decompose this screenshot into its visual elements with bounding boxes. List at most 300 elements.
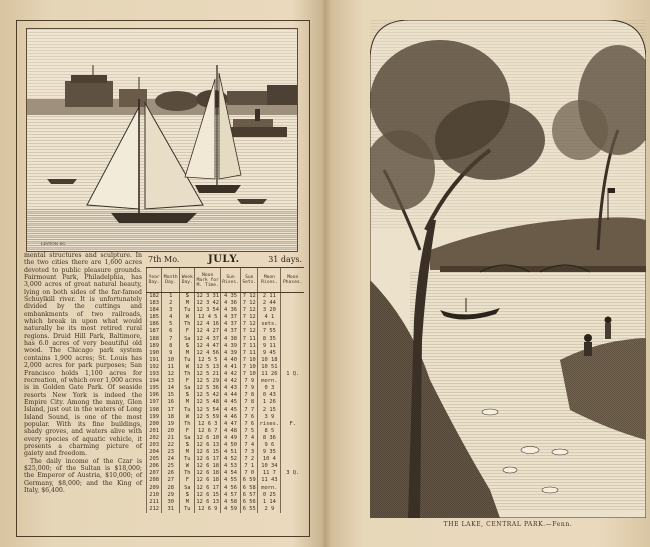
table-cell: 4 35 [220, 293, 240, 301]
table-cell [281, 307, 304, 314]
table-cell: 198 [147, 407, 162, 414]
table-cell: 7 5 [241, 428, 258, 435]
table-cell: W [180, 463, 195, 470]
table-row [147, 421, 305, 428]
table-cell: Sa [180, 485, 195, 492]
central-park-engraving [370, 20, 646, 518]
table-cell: 4 1 [258, 314, 281, 321]
table-cell [281, 435, 304, 442]
calendar-block [146, 254, 304, 513]
table-cell: 210 [147, 492, 162, 499]
table-cell: 12 6 9 [195, 506, 221, 513]
table-cell: 10 4 [258, 456, 281, 463]
table-cell: 8 36 [258, 435, 281, 442]
table-cell: W [180, 364, 195, 371]
table-cell: 17 [162, 407, 180, 414]
table-cell: 184 [147, 307, 162, 314]
table-cell: 188 [147, 336, 162, 343]
table-row [147, 371, 305, 378]
table-cell: sets. [258, 321, 281, 328]
table-cell: 7 6 [241, 421, 258, 428]
table-cell: 6 57 [241, 492, 258, 499]
table-row [147, 435, 305, 442]
table-cell: 201 [147, 428, 162, 435]
table-cell: 0 43 [258, 392, 281, 399]
table-cell: 185 [147, 314, 162, 321]
table-cell: 12 6 17 [196, 484, 220, 491]
table-cell: 12 4 47 [196, 342, 220, 349]
table-row [147, 456, 305, 463]
table-cell: 4 37 [220, 321, 240, 328]
article-text [24, 252, 142, 494]
table-cell [281, 336, 304, 343]
table-cell: 12 5 29 [196, 378, 220, 385]
table-row [147, 449, 305, 456]
table-cell: 10 [162, 357, 180, 364]
table-cell: 4 49 [220, 435, 240, 442]
table-cell: 2 44 [258, 300, 281, 307]
table-cell: 3 Q. [281, 470, 304, 477]
table-cell: 23 [162, 449, 180, 456]
table-cell: 6 59 [241, 477, 258, 484]
table-cell: 7 12 [241, 328, 258, 335]
table-cell: 3 [162, 307, 180, 314]
table-row [147, 414, 305, 421]
table-cell: morn. [258, 378, 281, 385]
table-cell: 4 56 [220, 485, 240, 492]
central-park-engraving-svg [370, 20, 646, 518]
table-cell: 7 2 [241, 456, 258, 463]
left-page [8, 8, 318, 539]
table-cell: 31 [162, 506, 180, 513]
table-cell: 4 41 [220, 364, 240, 371]
table-cell: Th [180, 371, 195, 378]
table-cell: 8 35 [258, 336, 281, 343]
table-cell: 2 15 [258, 407, 281, 414]
table-cell: 6 55 [241, 506, 258, 513]
table-body [147, 293, 305, 513]
column-header: Week Day. [180, 268, 195, 293]
table-cell: 7 8 [241, 399, 258, 406]
table-cell: 12 3 42 [196, 300, 220, 307]
table-cell: 4 48 [220, 428, 240, 435]
table-cell: 10 34 [258, 463, 281, 470]
almanac-table [146, 267, 304, 513]
table-cell: 4 46 [220, 414, 240, 421]
table-cell [281, 399, 304, 406]
table-cell: 11 26 [258, 371, 281, 378]
table-cell: 12 4 37 [196, 335, 220, 342]
table-cell: W [180, 314, 195, 321]
table-cell: W [180, 414, 195, 421]
harbor-engraving-svg [27, 29, 297, 251]
table-row [147, 506, 305, 513]
column-header: Sun Sets. [241, 268, 258, 293]
table-cell: Tu [180, 407, 195, 414]
table-cell: 29 [162, 492, 180, 499]
table-cell: 211 [147, 499, 162, 506]
table-cell: 14 [162, 385, 180, 392]
table-cell: Sa [180, 385, 195, 392]
table-cell: F [180, 477, 195, 484]
table-cell: 7 4 [241, 442, 258, 449]
column-header: Month Day. [162, 268, 180, 293]
table-cell: 1 [162, 293, 180, 301]
engraver-signature: LINTON SC. [41, 241, 67, 246]
table-cell: 5 [162, 321, 180, 328]
table-cell: S [180, 442, 195, 449]
table-cell: M [180, 449, 195, 456]
table-cell: 8 5 [258, 428, 281, 435]
table-cell: 7 11 [241, 343, 258, 350]
table-cell: 7 12 [241, 300, 258, 307]
table-cell: 208 [147, 477, 162, 484]
table-cell: 12 5 59 [196, 413, 220, 420]
table-row [147, 428, 305, 435]
table-row [147, 442, 305, 449]
table-cell: 7 9 [241, 378, 258, 385]
table-cell: S [180, 343, 195, 350]
table-cell: 199 [147, 414, 162, 421]
table-cell: 4 [162, 314, 180, 321]
table-cell: 16 [162, 399, 180, 406]
table-cell: 10 18 [258, 357, 281, 364]
table-cell: 12 5 48 [196, 399, 220, 406]
table-cell: 24 [162, 456, 180, 463]
table-row [147, 407, 305, 414]
table-cell: 6 [162, 328, 180, 335]
table-cell [281, 463, 304, 470]
table-cell: 1 26 [258, 399, 281, 406]
table-cell: Sa [180, 336, 195, 343]
table-cell [281, 414, 304, 421]
table-row [147, 328, 305, 335]
table-cell: 12 6 13 [196, 441, 220, 448]
table-cell: 7 4 [241, 435, 258, 442]
table-cell: 3 9 [258, 414, 281, 421]
table-cell: 183 [147, 300, 162, 307]
table-cell: 7 6 [241, 414, 258, 421]
table-cell: 27 [162, 477, 180, 484]
table-cell: 7 12 [241, 293, 258, 301]
table-cell: F. [281, 421, 304, 428]
table-cell: 12 6 13 [196, 498, 220, 505]
table-cell: 28 [162, 485, 180, 492]
table-cell: 9 11 [258, 343, 281, 350]
table-cell: 9 35 [258, 449, 281, 456]
table-cell: 197 [147, 399, 162, 406]
table-cell: Sa [180, 435, 195, 442]
table-cell: 4 40 [220, 357, 240, 364]
month-days: 31 days. [268, 255, 302, 264]
table-row [147, 399, 305, 406]
table-cell: 4 37 [220, 314, 240, 321]
table-cell: 10 51 [258, 364, 281, 371]
table-cell: 30 [162, 499, 180, 506]
table-cell: 12 6 10 [196, 434, 220, 441]
table-cell: 1 14 [258, 499, 281, 506]
table-cell [281, 506, 304, 513]
table-cell: 4 59 [220, 506, 240, 513]
table-cell: 4 51 [220, 449, 240, 456]
table-cell: Tu [180, 456, 195, 463]
table-cell: 202 [147, 435, 162, 442]
table-cell: 7 12 [241, 321, 258, 328]
table-cell: 12 5 36 [196, 385, 220, 392]
table-cell [281, 449, 304, 456]
table-cell: 7 0 [241, 470, 258, 477]
table-cell: 12 5 21 [196, 371, 220, 378]
column-header: Year Day. [147, 268, 162, 293]
table-cell: 7 12 [241, 314, 258, 321]
table-cell: Th [180, 421, 195, 428]
table-cell: 4 44 [220, 392, 240, 399]
table-cell: rises. [259, 420, 280, 427]
table-cell: 11 [162, 364, 180, 371]
table-cell: S [180, 492, 195, 499]
table-cell: 7 10 [241, 371, 258, 378]
table-cell: 2 11 [258, 293, 281, 301]
table-cell: 4 36 [220, 300, 240, 307]
table-cell: 207 [147, 470, 162, 477]
table-cell [281, 321, 304, 328]
table-row [147, 378, 305, 385]
table-cell: 15 [162, 392, 180, 399]
table-cell: M [180, 399, 195, 406]
table-cell: 4 42 [220, 371, 240, 378]
table-cell: Th [180, 470, 195, 477]
table-cell [281, 343, 304, 350]
table-row [147, 463, 305, 470]
table-cell: 20 [162, 428, 180, 435]
table-cell: 196 [147, 392, 162, 399]
table-cell [281, 378, 304, 385]
table-cell: 12 4 56 [196, 349, 220, 356]
table-cell: 4 58 [220, 499, 240, 506]
table-cell: 18 [162, 414, 180, 421]
table-cell: 186 [147, 321, 162, 328]
table-cell: 1 Q. [281, 371, 304, 378]
table-cell: S [180, 392, 195, 399]
column-header: Noon Mark for M. Time. [195, 268, 221, 293]
table-cell [281, 442, 304, 449]
table-cell: 12 6 18 [196, 463, 220, 470]
table-cell: 9 [162, 350, 180, 357]
table-cell: 22 [162, 442, 180, 449]
table-cell: 205 [147, 456, 162, 463]
table-cell [281, 385, 304, 392]
table-cell: 9 45 [258, 350, 281, 357]
table-row [147, 300, 305, 307]
table-cell: 191 [147, 357, 162, 364]
table-cell: 12 6 18 [196, 470, 220, 477]
table-cell: 21 [162, 435, 180, 442]
table-cell: M [180, 350, 195, 357]
table-row [147, 477, 305, 484]
table-cell: 12 4 5 [195, 314, 221, 321]
table-cell: 209 [147, 485, 162, 492]
article-paragraph: mental structures and sculpture. In the two cities there are 1,600 acres devoted to public pleasure grounds. Fairmount Park, Philadelphia, has 3,000 acres of great natural beauty, lying on both sides of the far-famed Schuylkill river. It is unfortunately divided by the cuttings and embankments of two railroads, which break in upon what would naturally be its most retired rural regions. Druid Hill Park, Baltimore, has 6.0 acres of very beautiful old wood. The Chicago park system contains 1,900 acres; St. Louis has 2,000 acres for park purposes; San Francisco holds 1,100 acres for recreation, of which over 1,000 acres is in Golden Gate Park. Of seaside resorts New York is indeed the Empire City. Among the many, Glen Island, just out in the waters of Long Island Sound, is one of the most popular. With its fine buildings, shady groves, and waters alive with every species of aquatic vehicle, it presents a charming picture of gaiety and freedom. [24, 252, 142, 458]
table-cell: 212 [147, 506, 162, 513]
table-cell: 4 42 [220, 378, 240, 385]
table-cell: 12 6 18 [196, 477, 220, 484]
table-cell: 4 38 [220, 336, 240, 343]
table-cell [281, 314, 304, 321]
table-cell: 206 [147, 463, 162, 470]
table-row [147, 364, 305, 371]
table-cell [281, 477, 304, 484]
table-header-row [147, 268, 305, 293]
table-cell: 7 3 [241, 449, 258, 456]
table-cell [281, 357, 304, 364]
table-cell: 2 [162, 300, 180, 307]
harbor-engraving [26, 28, 298, 252]
table-cell: F [180, 328, 195, 335]
table-cell: 4 39 [220, 343, 240, 350]
table-cell: 192 [147, 364, 162, 371]
table-cell: 4 57 [220, 492, 240, 499]
table-cell [281, 407, 304, 414]
table-cell: 195 [147, 385, 162, 392]
table-cell: 8 [162, 343, 180, 350]
table-cell: 4 39 [220, 350, 240, 357]
table-row [147, 492, 305, 499]
table-cell: 6 56 [241, 499, 258, 506]
table-cell [281, 300, 304, 307]
table-cell: 26 [162, 470, 180, 477]
table-row [147, 499, 305, 506]
table-cell: 13 [162, 378, 180, 385]
table-cell: 2 9 [258, 506, 281, 513]
table-cell [281, 392, 304, 399]
table-cell: 4 36 [220, 307, 240, 314]
table-row [147, 293, 305, 301]
table-cell: 7 11 [241, 350, 258, 357]
table-cell: 12 6 15 [196, 491, 220, 498]
table-cell: 12 5 54 [196, 406, 220, 413]
table-cell: 7 7 [241, 407, 258, 414]
table-cell [281, 328, 304, 335]
table-cell: 7 12 [241, 307, 258, 314]
table-cell [281, 485, 304, 492]
table-cell: Tu [180, 307, 195, 314]
table-cell: 4 53 [220, 463, 240, 470]
table-cell: 204 [147, 449, 162, 456]
table-row [147, 470, 305, 477]
table-cell: 0 25 [258, 492, 281, 499]
table-cell [281, 428, 304, 435]
table-cell: 7 8 [241, 392, 258, 399]
table-cell: 182 [147, 293, 162, 301]
table-cell: 4 47 [220, 421, 240, 428]
column-header: Moon Phases. [281, 268, 304, 293]
table-cell: M [180, 300, 195, 307]
table-cell: 7 10 [241, 364, 258, 371]
table-cell: 7 [162, 336, 180, 343]
table-cell: 12 6 17 [196, 456, 220, 463]
table-cell: 190 [147, 350, 162, 357]
table-cell: 4 43 [220, 385, 240, 392]
illustration-caption: THE LAKE, CENTRAL PARK.—Fenn. [443, 521, 573, 528]
table-cell: 6 58 [241, 485, 258, 492]
table-row [147, 321, 305, 328]
table-cell: 203 [147, 442, 162, 449]
table-cell: 12 5 13 [196, 363, 220, 370]
table-cell: 11 43 [258, 477, 281, 484]
table-cell: 7 55 [258, 328, 281, 335]
right-page [328, 8, 644, 539]
table-cell: 4 54 [220, 470, 240, 477]
table-cell: 7 9 [241, 385, 258, 392]
table-cell: 25 [162, 463, 180, 470]
table-cell: 19 [162, 421, 180, 428]
table-cell: F [180, 378, 195, 385]
table-cell [281, 293, 304, 301]
table-cell: 4 37 [220, 328, 240, 335]
table-cell: S [180, 293, 195, 301]
month-number: 7th Mo. [148, 255, 180, 264]
month-name: JULY. [207, 254, 240, 265]
table-row [147, 350, 305, 357]
table-cell [281, 350, 304, 357]
table-row [147, 314, 305, 321]
table-row [147, 385, 305, 392]
table-cell: 12 [162, 371, 180, 378]
table-cell: 12 3 31 [196, 293, 220, 299]
table-cell: 3 20 [258, 307, 281, 314]
table-cell: morn. [258, 485, 281, 492]
table-row [147, 357, 305, 364]
table-cell: Tu [180, 506, 195, 513]
table-row [147, 485, 305, 492]
table-cell: 4 52 [220, 456, 240, 463]
column-header: Moon Rises. [258, 268, 281, 293]
table-cell: 4 45 [220, 399, 240, 406]
table-cell: 12 5 42 [196, 392, 220, 399]
table-row [147, 307, 305, 314]
table-cell: 4 50 [220, 442, 240, 449]
table-cell: 12 6 15 [196, 449, 220, 456]
table-cell: 7 11 [241, 336, 258, 343]
table-cell: 200 [147, 421, 162, 428]
table-cell: 0 3 [258, 385, 281, 392]
table-cell: 193 [147, 371, 162, 378]
table-cell: 7 1 [241, 463, 258, 470]
calendar-header [146, 254, 304, 267]
article-paragraph: The daily income of the Czar is $25,000; of the Sultan is $18,000; the Emperor of Austria, $10,000; of Germany, $8,000; and the King of Italy, $6,400. [24, 457, 142, 494]
table-cell: 4 55 [220, 477, 240, 484]
table-cell: 12 5 5 [195, 357, 221, 364]
table-cell: 12 3 54 [196, 307, 220, 314]
table-cell: 194 [147, 378, 162, 385]
table-cell: 4 45 [220, 407, 240, 414]
table-cell: 11 7 [258, 470, 281, 477]
table-cell: 12 4 27 [196, 328, 220, 335]
column-header: Sun Rises. [220, 268, 240, 293]
table-cell: 7 10 [241, 357, 258, 364]
table-cell: 189 [147, 343, 162, 350]
table-cell: 12 4 16 [196, 321, 220, 328]
table-cell: F [180, 428, 195, 435]
table-cell [281, 492, 304, 499]
table-cell [281, 499, 304, 506]
table-cell: Th [180, 321, 195, 328]
table-cell: 12 6 3 [195, 421, 221, 428]
table-cell: M [180, 499, 195, 506]
table-cell: 9 6 [258, 442, 281, 449]
table-cell: Tu [180, 357, 195, 364]
table-cell [281, 364, 304, 371]
